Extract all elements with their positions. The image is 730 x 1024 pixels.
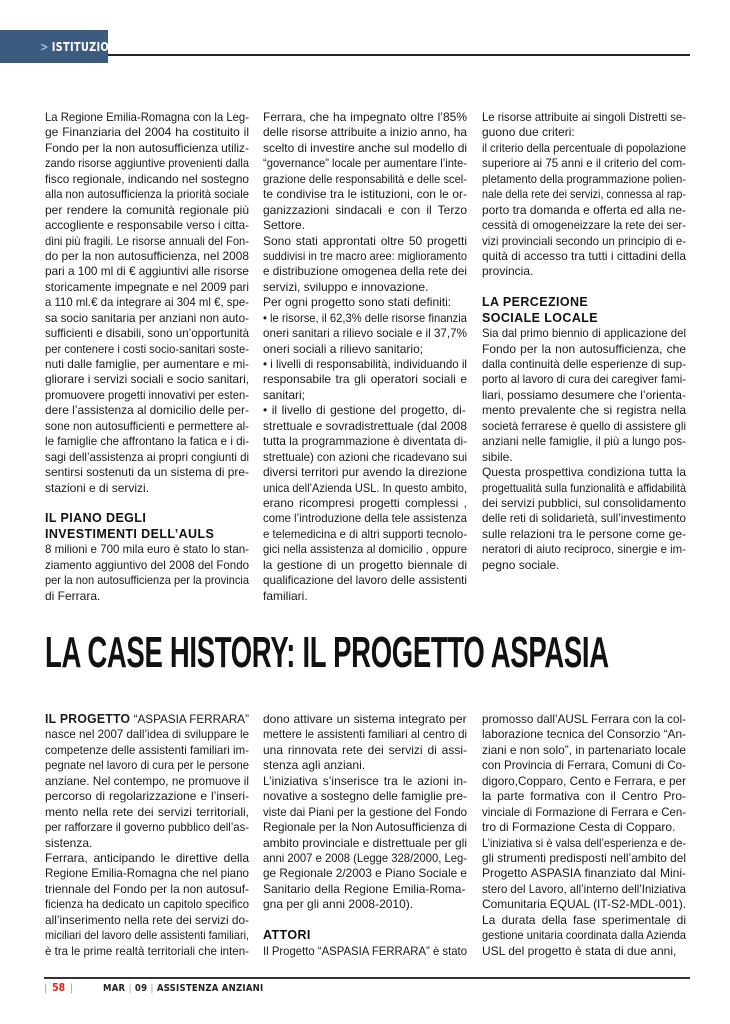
text-line: diversi territori pur avendo la direzione: [263, 465, 467, 480]
bottom-column-3: [482, 712, 686, 959]
text-line: superiore ai 75 anni e il criterio del com-: [482, 156, 686, 171]
text-line: gna per gli anni 2008-2010).: [263, 897, 414, 912]
text-line: nasce nel 2007 dall’idea di sviluppare le: [45, 727, 250, 742]
text-line: come l’introduzione della tele assistenza: [263, 511, 467, 526]
text-line: oneri sociali a rilievo sanitario;: [263, 341, 424, 356]
text-line: sanitari;: [263, 387, 306, 402]
text-line: 8 milioni e 700 mila euro è stato lo stan-: [45, 542, 250, 557]
spacer: [482, 280, 686, 295]
text-line: sistenza.: [45, 835, 93, 850]
text-line: alla non autosufficienza la priorità sociale: [45, 187, 249, 202]
text-line: quità di accesso tra tutti i cittadini della: [482, 248, 687, 263]
text-line: zando risorse aggiuntive provenienti dalla: [45, 156, 250, 171]
text-line: gici nella assistenza al domicilio , oppure: [263, 542, 467, 557]
text-line: digoro,Copparo, Cento e Ferrara, e per: [482, 773, 687, 788]
text-line: gliorare i servizi sociali e socio sanitari,: [45, 372, 250, 387]
text-line: tutta la programmazione è diventata di-: [263, 434, 468, 449]
text-line: sentirsi sostenuti da un sistema di pre-: [45, 465, 250, 480]
text-line: ganizzazioni sindacali e con il Terzo: [263, 202, 467, 217]
text-line: percorso di regolarizzazione e l’inseri-: [45, 789, 250, 804]
chevron-right-icon: >: [40, 40, 49, 54]
text-line: strettuale e sovradistrettuale (dal 2008: [263, 418, 468, 433]
text-line: gestione unitaria coordinata dalla Azienda: [482, 928, 686, 943]
text-line: anziane. Nel contempo, ne promuove il: [45, 773, 250, 788]
text-line: Regione Emilia-Romagna che nel piano: [45, 866, 250, 881]
text-line: a 110 ml.€ da integrare ai 304 ml €, spe-: [45, 295, 249, 310]
text-line: sa socio sanitaria per anziani non auto-: [45, 310, 249, 325]
text-line: mento prevalente che si registra nella: [482, 403, 686, 418]
text-line: per la non autosufficienza per la provincia: [45, 573, 249, 588]
text-line: e distribuzione omogenea della rete dei: [263, 264, 467, 279]
text-line: do per la non autosufficienza, nel 2008: [45, 248, 250, 263]
issue-month: MAR: [102, 983, 125, 994]
text-line: mettere le assistenti familiari al centro di: [263, 727, 468, 742]
text-line: Ferrara, che ha impegnato oltre l’85%: [263, 110, 467, 124]
lead-line: [45, 712, 249, 727]
text-line: • i livelli di responsabilità, individuando il: [263, 357, 468, 371]
text-line: te condivise tra le istituzioni, con le or-: [263, 187, 467, 202]
text-line: Fondo per la non autosufficienza utiliz-: [45, 140, 249, 155]
text-line: Per ogni progetto sono stati definiti:: [263, 295, 452, 310]
text-line: grazione delle responsabilità e delle scel-: [263, 171, 467, 186]
text-line: Questa prospettiva condiziona tutta la: [482, 465, 686, 480]
text-line: anziani nelle famiglie, il più a lungo pos-: [482, 434, 686, 449]
text-line: una rinnovata rete dei servizi di assi-: [263, 742, 467, 757]
text-line: Sono stati approntati oltre 50 progetti: [263, 233, 467, 248]
text-line: oneri sanitari a rilievo sociale e il 37,7%: [263, 326, 467, 341]
text-line: mento nella rete dei servizi territoriali,: [45, 804, 249, 819]
text-line: per rafforzare il governo pubblico dell’as-: [45, 820, 250, 835]
text-line: erano ricompresi progetti complessi ,: [263, 495, 467, 510]
text-line: laborazione tecnica del Consorzio “An-: [482, 727, 687, 742]
section-label: [40, 40, 121, 54]
text-line: pari a 100 ml di € aggiuntivi alle risorse: [45, 264, 250, 279]
text-line: provincia.: [482, 264, 534, 279]
top-column-3: [482, 110, 686, 573]
text-line: pegnate nel lavoro di cura per le persone: [45, 758, 249, 773]
page-footer: | 58 | MAR | 09 | ASSISTENZA ANZIANI: [44, 981, 263, 994]
text-line: sufficienti e disabili, sono un’opportunità: [45, 326, 249, 341]
text-line: e telemedicina e di altri supporti tecnolo-: [263, 526, 467, 541]
text-line: responsabile tra gli operatori sociali e: [263, 372, 467, 387]
text-line: qualificazione del lavoro delle assistenti: [263, 573, 468, 588]
text-line: La durata della fase sperimentale di: [482, 912, 686, 927]
text-line: sone non autosufficienti e permettere al-: [45, 418, 249, 433]
text-line: dono attivare un sistema integrato per: [263, 712, 467, 726]
text-line: dalla continuità delle esperienze di sup-: [482, 357, 687, 371]
text-line: dei servizi pubblici, sul consolidamento: [482, 495, 686, 510]
lead-text: “ASPASIA FERRARA”: [130, 712, 250, 726]
text-line: “governance” locale per aumentare l’inte-: [263, 156, 468, 171]
text-line: stero del Lavoro, all’interno dell’Iniziativa: [482, 881, 686, 896]
text-line: suddivisi in tre macro aree: miglioramento: [263, 248, 467, 263]
bottom-column-2: [263, 712, 467, 959]
spacer: [263, 913, 467, 928]
page-number: 58: [52, 981, 66, 994]
text-line: Le risorse attribuite ai singoli Distretti se-: [482, 110, 686, 124]
text-line: pletamento della programmazione polien-: [482, 171, 686, 186]
text-line: vizi provinciali secondo un principio di e-: [482, 233, 687, 248]
text-line: stazioni e di servizi.: [45, 480, 150, 495]
text-line: porto al lavoro di cura dei caregiver fami-: [482, 372, 686, 387]
text-line: la parte formativa con il Centro Pro-: [482, 789, 686, 804]
text-line: Settore.: [263, 218, 306, 233]
text-line: viste dai Piani per la gestione del Fondo: [263, 804, 468, 819]
text-line: dere l’assistenza al domicilio delle per-: [45, 403, 249, 418]
text-line: Fondo per la non autosufficienza, che: [482, 341, 686, 356]
text-line: Comunitaria EQUAL (IT-S2-MDL-001).: [482, 897, 686, 912]
section-heading: LA PERCEZIONE: [482, 295, 589, 310]
text-line: Sanitario della Regione Emilia-Roma-: [263, 881, 466, 896]
spacer: [45, 496, 249, 511]
text-line: delle risorse attribuite a inizio anno, ha: [263, 125, 467, 140]
top-column-1: [45, 110, 249, 604]
text-line: la gestione di un progetto biennale di: [263, 557, 467, 572]
text-line: fisco regionale, indicando nel sostegno: [45, 171, 249, 186]
text-line: competenze delle assistenti familiari im-: [45, 742, 249, 757]
text-line: • il livello di gestione del progetto, di-: [263, 403, 466, 418]
text-line: accogliente e responsabile verso i citta-: [45, 218, 250, 233]
section-heading: INVESTIMENTI DELL’AULS: [45, 526, 215, 541]
text-line: guono due criteri:: [482, 125, 575, 140]
text-line: ge Finanziaria del 2004 ha costituito il: [45, 125, 249, 140]
text-line: Progetto ASPASIA finanziato dal Mini-: [482, 866, 686, 881]
text-line: Regionale per la Non Autosufficienza di: [263, 820, 467, 835]
text-line: il criterio della percentuale di popolazione: [482, 140, 687, 155]
text-line: triennale del Fondo per la non autosuf-: [45, 881, 249, 896]
text-line: è tra le prime realtà territoriali che inten-: [45, 943, 249, 958]
section-title: ISTITUZIONI: [51, 40, 122, 54]
text-line: La Regione Emilia-Romagna con la Leg-: [45, 110, 250, 124]
text-line: gli strumenti predisposti nell’ambito del: [482, 850, 687, 865]
text-line: ge Regionale 2/2003 e Piano Sociale e: [263, 866, 467, 881]
text-line: delle reti di solidarietà, sull’investimento: [482, 511, 686, 526]
text-line: pegno sociale.: [482, 557, 560, 572]
lead-heading: IL PROGETTO: [45, 712, 131, 726]
article-headline: LA CASE HISTORY: IL PROGETTO ASPASIA: [45, 628, 609, 677]
footer-rule: [44, 977, 690, 979]
text-line: Sia dal primo biennio di applicazione del: [482, 326, 686, 341]
text-line: progettualità sulla funzionalità e affidabilità: [482, 480, 687, 495]
text-line: stenza agli anziani.: [263, 758, 366, 773]
text-line: miciliari del lavoro delle assistenti familiari,: [45, 928, 250, 943]
text-line: promuovere progetti innovativi per esten-: [45, 387, 249, 402]
text-line: storicamente impegnate e nel 2009 pari: [45, 279, 250, 294]
text-line: liari, possiamo desumere che l’orienta-: [482, 387, 686, 402]
text-line: con Provincia di Ferrara, Comuni di Co-: [482, 758, 687, 773]
section-heading: IL PIANO DEGLI: [45, 511, 147, 526]
text-line: cessità di omogeneizzare la rete dei ser-: [482, 218, 686, 233]
text-line: L’iniziativa s’inserisce tra le azioni in-: [263, 773, 467, 788]
text-line: ziani e non solo”, in partenariato locale: [482, 742, 687, 757]
magazine-name: ASSISTENZA ANZIANI: [156, 983, 263, 994]
text-line: USL del progetto è stata di due anni,: [482, 943, 677, 958]
text-line: società ferrarese è quello di assistere gli: [482, 418, 687, 433]
text-line: vinciale di Formazione di Ferrara e Cen-: [482, 804, 687, 819]
text-line: tro di Formazione Cesta di Copparo.: [482, 820, 676, 835]
header-rule: [108, 54, 690, 56]
bottom-column-1: [45, 712, 249, 959]
text-line: dini più fragili. Le risorse annuali del Fon-: [45, 233, 250, 248]
text-line: sibile.: [482, 449, 513, 464]
text-line: scelto di investire anche sul modello di: [263, 140, 468, 155]
text-line: porto tra domanda e offerta ed alla ne-: [482, 202, 687, 217]
text-line: di Ferrara.: [45, 588, 101, 603]
text-line: promosso dall’AUSL Ferrara con la col-: [482, 712, 686, 726]
text-line: strettuale) con azioni che ricadevano sui: [263, 449, 467, 464]
text-line: L’iniziativa si è valsa dell’esperienza e de-: [482, 835, 686, 850]
text-line: all’inserimento nella rete dei servizi do-: [45, 912, 249, 927]
text-line: Il Progetto “ASPASIA FERRARA” è stato: [263, 943, 468, 958]
issue-year: 09: [134, 983, 147, 994]
text-line: unica dell’Azienda USL. In questo ambito,: [263, 480, 467, 495]
text-line: novative a sostegno delle famiglie pre-: [263, 789, 467, 804]
text-line: per rendere la comunità regionale più: [45, 202, 249, 217]
text-line: nuti dalle famiglie, per aumentare e mi-: [45, 357, 249, 371]
section-heading: ATTORI: [263, 928, 311, 943]
text-line: servizi, sviluppo e innovazione.: [263, 279, 429, 294]
text-line: le famiglie che affrontano la fatica e i di-: [45, 434, 250, 449]
text-line: ziamento aggiuntivo del 2008 del Fondo: [45, 557, 249, 572]
section-heading: SOCIALE LOCALE: [482, 310, 599, 325]
text-line: sagi dell’assistenza ai propri congiunti di: [45, 449, 249, 464]
text-line: neratori di aiuto reciproco, sinergie e im-: [482, 542, 687, 557]
text-line: ficienza ha dedicato un capitolo specifico: [45, 897, 250, 912]
text-line: anni 2007 e 2008 (Legge 328/2000, Leg-: [263, 850, 468, 865]
text-line: Ferrara, anticipando le direttive della: [45, 850, 249, 865]
text-line: per contenere i costi socio-sanitari soste-: [45, 341, 249, 356]
text-line: ambito provinciale e distrettuale per gli: [263, 835, 468, 850]
text-line: nale della rete dei servizi, connessa al rap-: [482, 187, 686, 202]
top-column-2: [263, 110, 467, 604]
text-line: • le risorse, il 62,3% delle risorse finanzia: [263, 310, 467, 325]
text-line: familiari.: [263, 588, 308, 603]
text-line: sulle relazioni tra le persone come ge-: [482, 526, 686, 541]
